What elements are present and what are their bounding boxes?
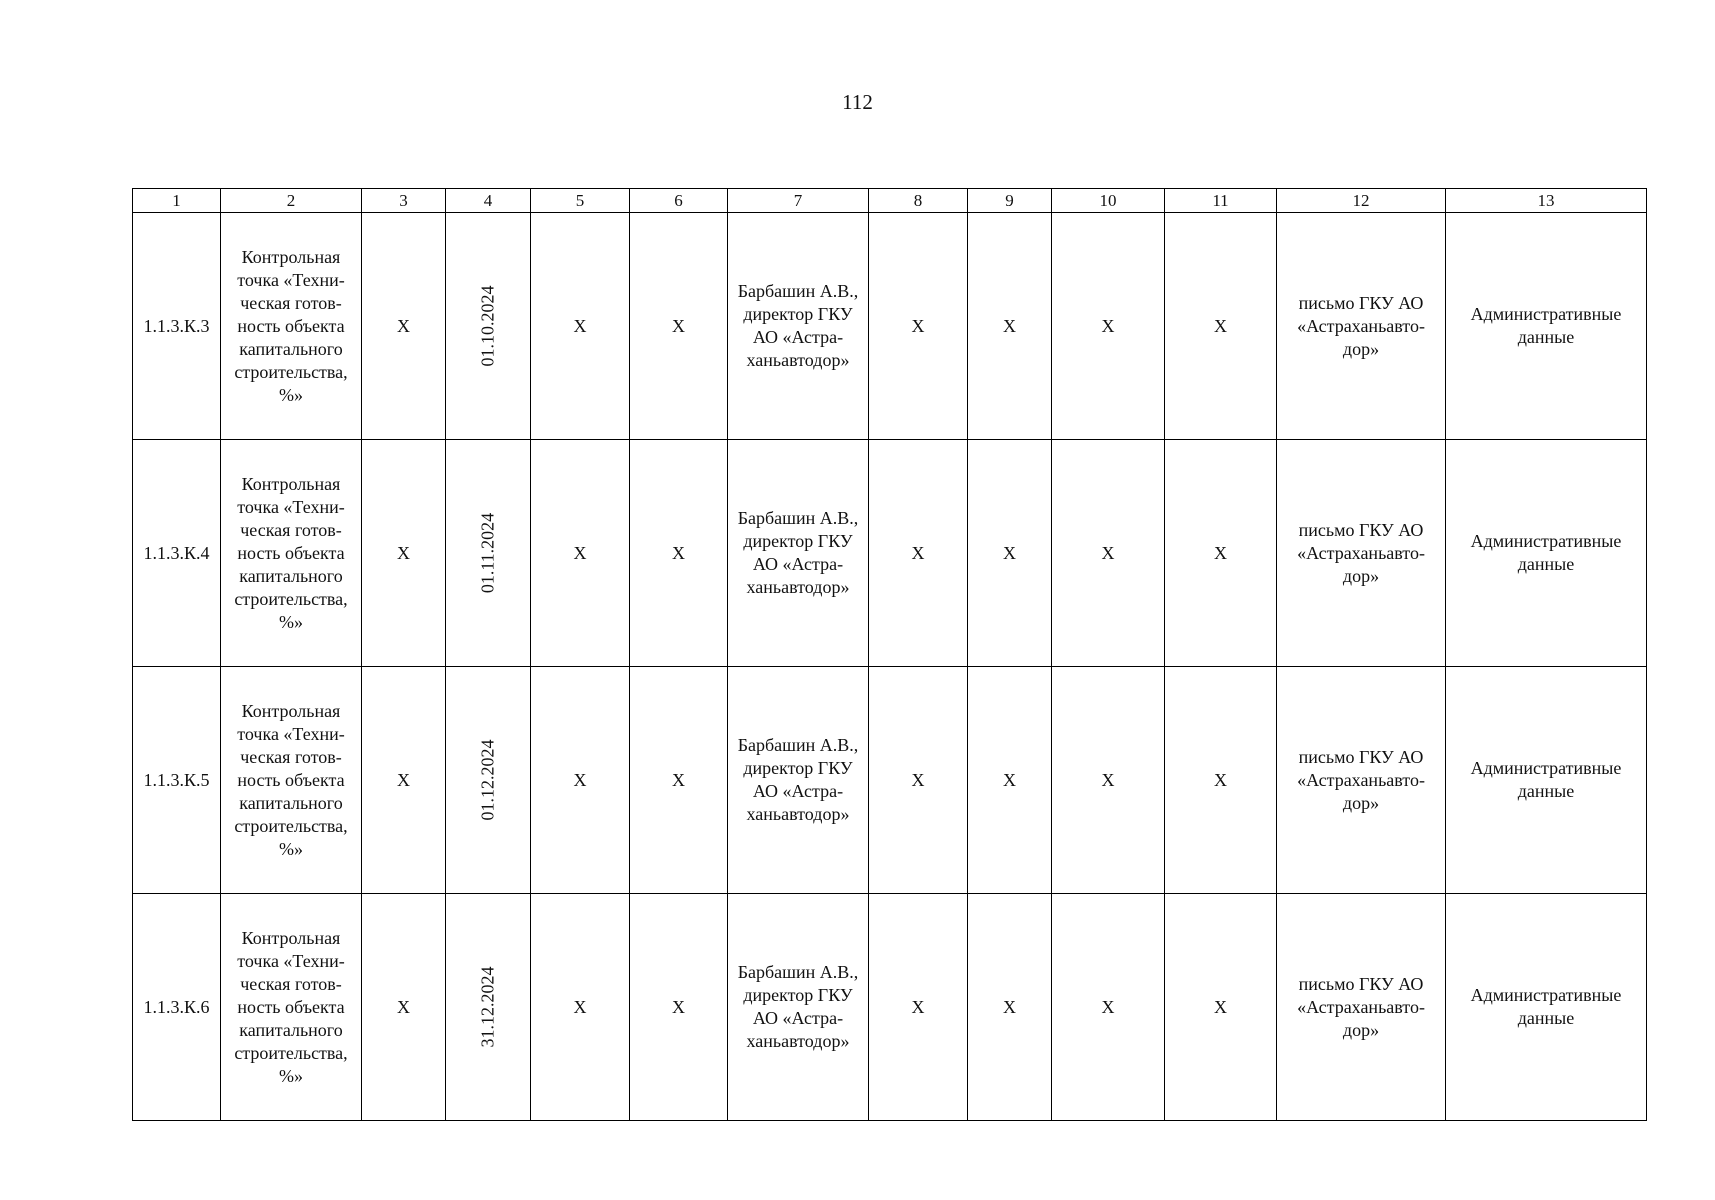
cell-x: Х [1165, 667, 1277, 894]
cell-x: Х [630, 440, 728, 667]
data-source: Административные данные [1470, 758, 1622, 801]
table-row [133, 213, 1647, 440]
source-cell [1446, 667, 1647, 894]
cell-x: Х [362, 667, 446, 894]
confirming-document: письмо ГКУ АО «Астраханьавто-дор» [1297, 973, 1425, 1040]
cell-x: Х [1165, 894, 1277, 1121]
checkpoint-name: Контрольная точка «Техни-ческая готов-ность объекта капитального строительства, %» [234, 246, 348, 405]
cell-x: Х [362, 440, 446, 667]
document-cell [1277, 894, 1446, 1121]
cell-x: Х [1052, 440, 1165, 667]
checkpoint-name: Контрольная точка «Техни-ческая готов-ность объекта капитального строительства, %» [234, 927, 348, 1086]
data-source: Административные данные [1470, 531, 1622, 574]
responsible-person: Барбашин А.В., директор ГКУ АО «Астра-ханьавтодор» [737, 962, 859, 1051]
checkpoint-name: Контрольная точка «Техни-ческая готов-ность объекта капитального строительства, %» [234, 473, 348, 632]
cell-x: Х [531, 894, 630, 1121]
cell-x: Х [968, 213, 1052, 440]
data-source: Административные данные [1470, 304, 1622, 347]
cell-x: Х [1052, 894, 1165, 1121]
cell-x: Х [362, 894, 446, 1121]
due-date: 01.11.2024 [477, 512, 498, 594]
due-date: 01.12.2024 [477, 739, 498, 821]
column-number-row [133, 189, 1647, 213]
cell-x: Х [1165, 213, 1277, 440]
column-number: 4 [446, 189, 531, 213]
responsible-person: Барбашин А.В., директор ГКУ АО «Астра-ханьавтодор» [737, 735, 859, 824]
cell-x: Х [630, 667, 728, 894]
cell-x: Х [1052, 667, 1165, 894]
responsible-cell [728, 440, 869, 667]
responsible-cell [728, 894, 869, 1121]
cell-x: Х [869, 440, 968, 667]
table-row [133, 440, 1647, 667]
cell-x: Х [531, 667, 630, 894]
date-cell [446, 667, 531, 894]
column-number: 8 [869, 189, 968, 213]
column-number: 13 [1446, 189, 1647, 213]
page-number: 112 [842, 90, 873, 114]
responsible-person: Барбашин А.В., директор ГКУ АО «Астра-ханьавтодор» [737, 281, 859, 370]
checkpoint-code: 1.1.3.К.4 [133, 440, 221, 667]
table-row [133, 667, 1647, 894]
column-number: 9 [968, 189, 1052, 213]
checkpoint-code: 1.1.3.К.6 [133, 894, 221, 1121]
checkpoint-name: Контрольная точка «Техни-ческая готов-ность объекта капитального строительства, %» [234, 700, 348, 859]
cell-x: Х [869, 213, 968, 440]
column-number: 10 [1052, 189, 1165, 213]
checkpoint-name-cell [221, 440, 362, 667]
column-number: 2 [221, 189, 362, 213]
checkpoint-name-cell [221, 894, 362, 1121]
cell-x: Х [630, 894, 728, 1121]
checkpoint-name-cell [221, 667, 362, 894]
column-number: 1 [133, 189, 221, 213]
checkpoint-name-cell [221, 213, 362, 440]
confirming-document: письмо ГКУ АО «Астраханьавто-дор» [1297, 746, 1425, 813]
confirming-document: письмо ГКУ АО «Астраханьавто-дор» [1297, 292, 1425, 359]
column-number: 3 [362, 189, 446, 213]
cell-x: Х [869, 667, 968, 894]
cell-x: Х [968, 894, 1052, 1121]
date-cell [446, 213, 531, 440]
cell-x: Х [531, 440, 630, 667]
cell-x: Х [630, 213, 728, 440]
source-cell [1446, 440, 1647, 667]
cell-x: Х [1165, 440, 1277, 667]
responsible-person: Барбашин А.В., директор ГКУ АО «Астра-ханьавтодор» [737, 508, 859, 597]
column-number: 5 [531, 189, 630, 213]
source-cell [1446, 894, 1647, 1121]
document-cell [1277, 667, 1446, 894]
confirming-document: письмо ГКУ АО «Астраханьавто-дор» [1297, 519, 1425, 586]
cell-x: Х [1052, 213, 1165, 440]
responsible-cell [728, 667, 869, 894]
checkpoint-table [132, 188, 1647, 1121]
source-cell [1446, 213, 1647, 440]
column-number: 6 [630, 189, 728, 213]
cell-x: Х [362, 213, 446, 440]
checkpoint-code: 1.1.3.К.5 [133, 667, 221, 894]
cell-x: Х [531, 213, 630, 440]
date-cell [446, 894, 531, 1121]
column-number: 11 [1165, 189, 1277, 213]
responsible-cell [728, 213, 869, 440]
document-cell [1277, 440, 1446, 667]
data-source: Административные данные [1470, 985, 1622, 1028]
column-number: 12 [1277, 189, 1446, 213]
due-date: 31.12.2024 [477, 966, 498, 1048]
document-cell [1277, 213, 1446, 440]
column-number: 7 [728, 189, 869, 213]
checkpoint-code: 1.1.3.К.3 [133, 213, 221, 440]
cell-x: Х [968, 440, 1052, 667]
date-cell [446, 440, 531, 667]
cell-x: Х [968, 667, 1052, 894]
due-date: 01.10.2024 [477, 285, 498, 367]
table-row [133, 894, 1647, 1121]
cell-x: Х [869, 894, 968, 1121]
